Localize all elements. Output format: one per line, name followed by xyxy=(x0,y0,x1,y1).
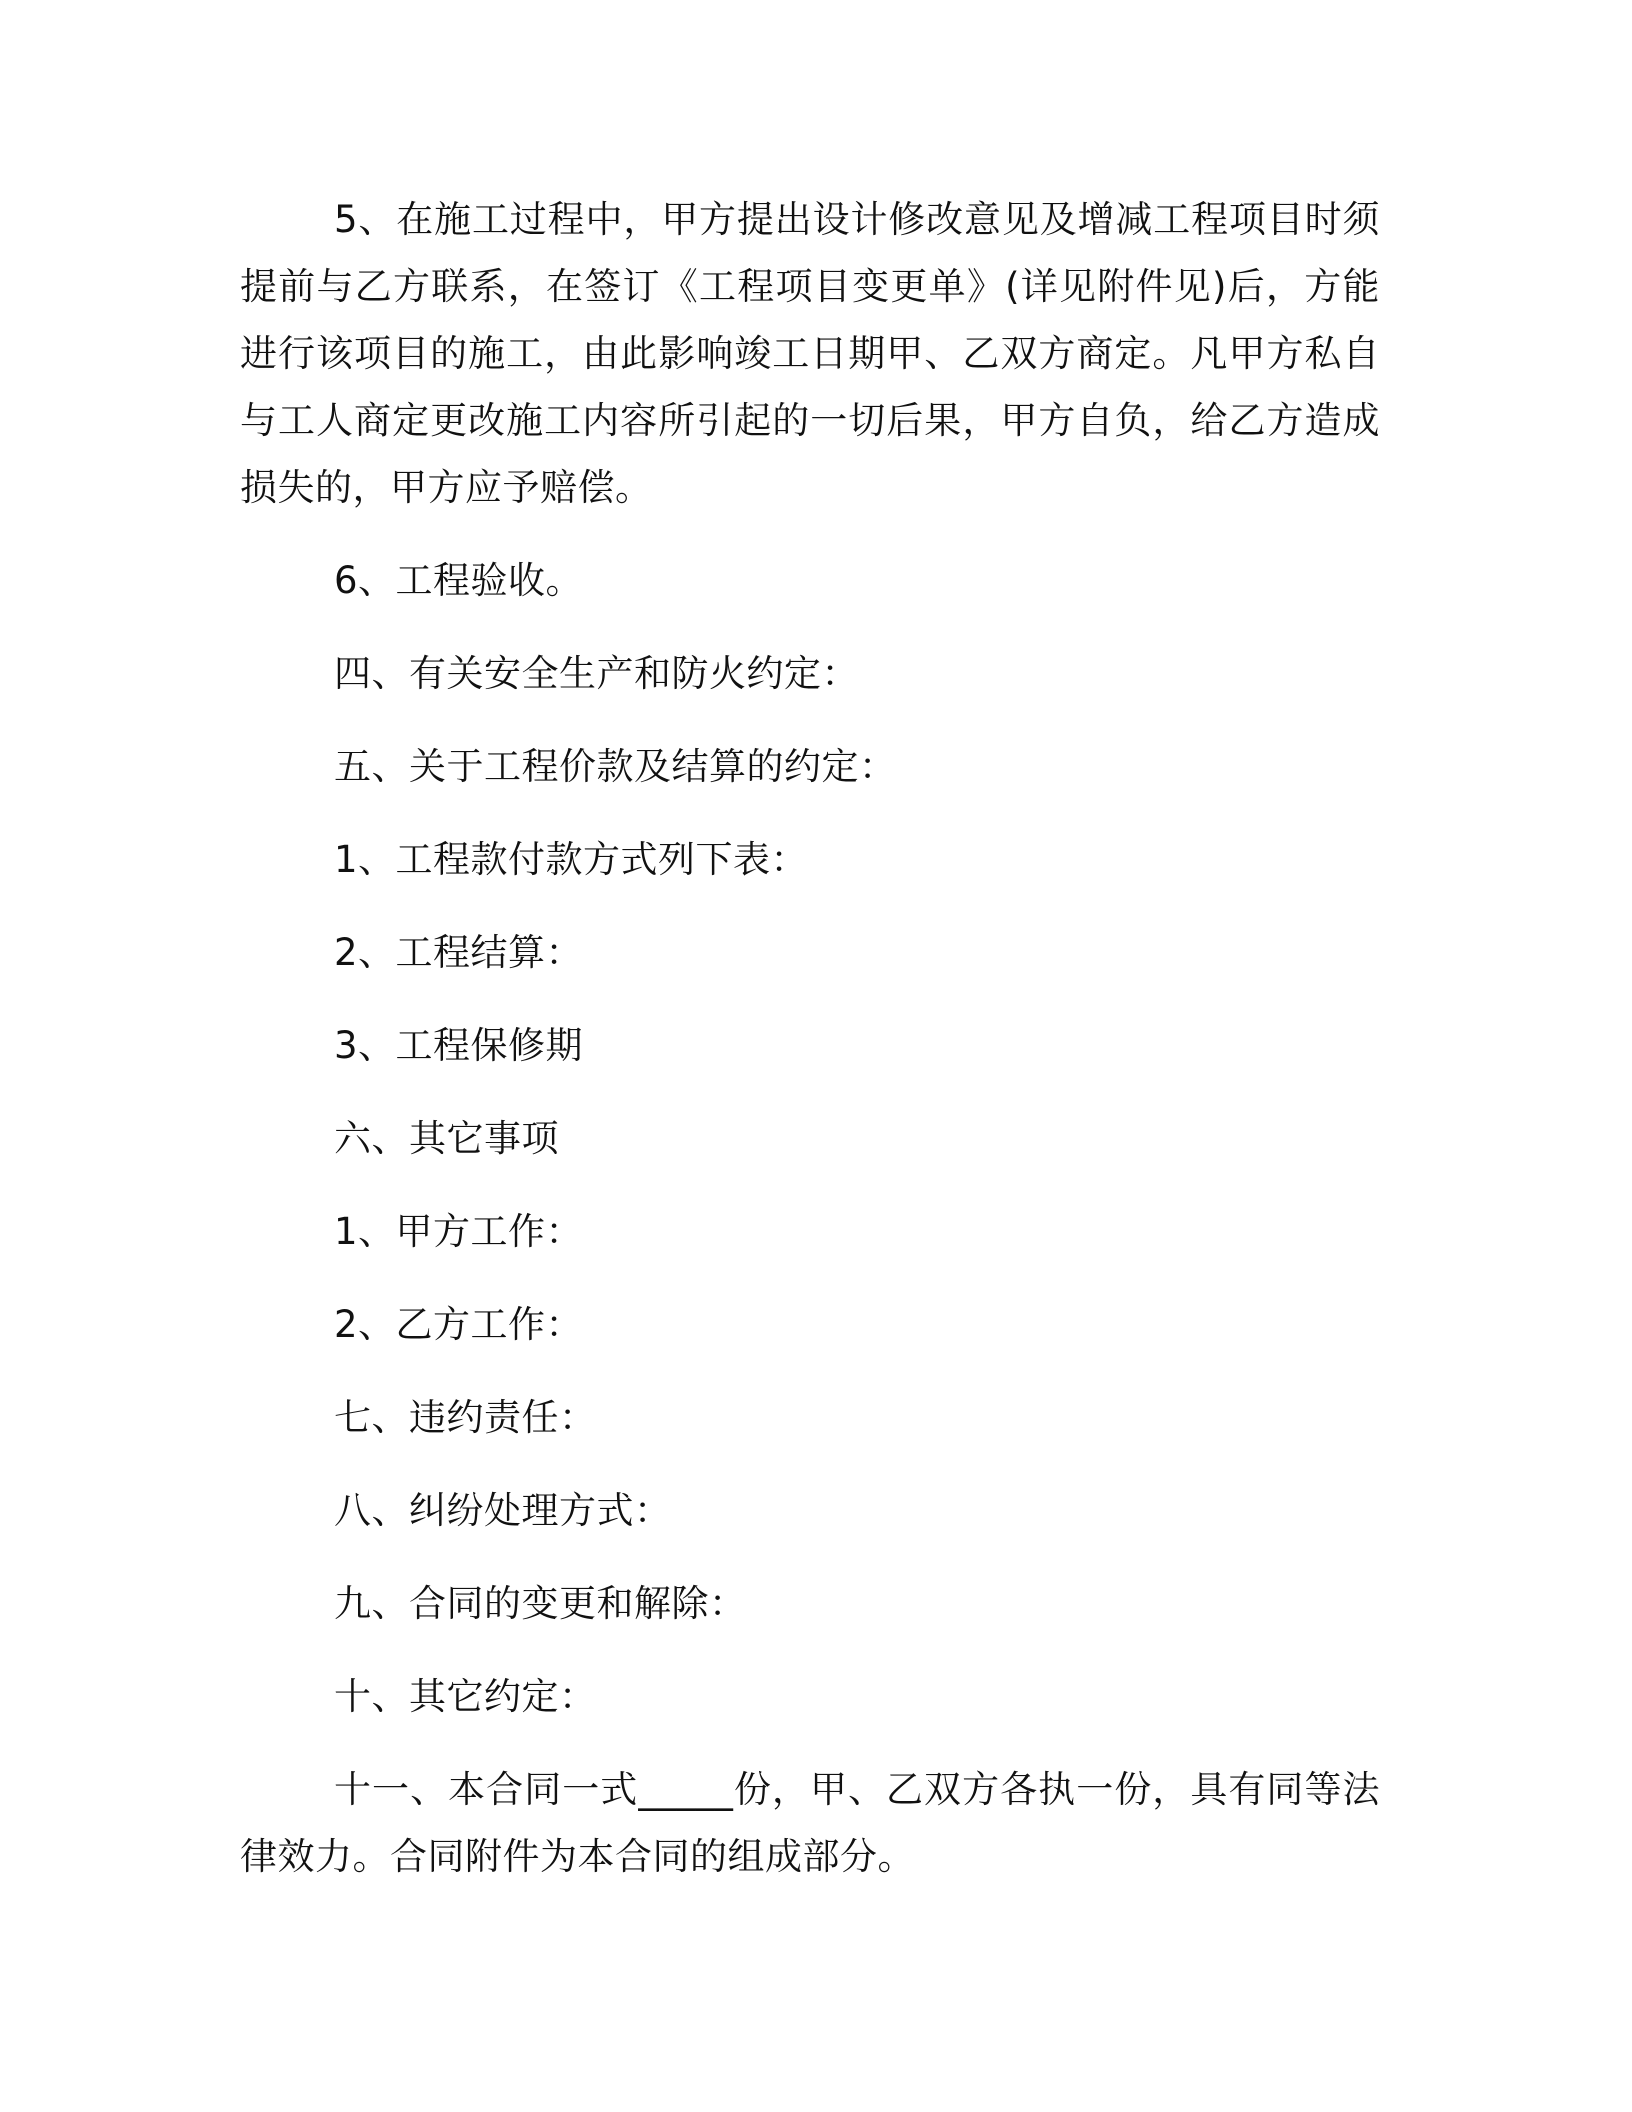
heading-price-settlement: 五、关于工程价款及结算的约定： xyxy=(334,745,897,788)
item-warranty-period: 3、工程保修期 xyxy=(334,1024,584,1067)
heading-contract-change: 九、合同的变更和解除： xyxy=(334,1582,747,1625)
heading-other-matters: 六、其它事项 xyxy=(334,1117,559,1160)
item-project-acceptance: 6、工程验收。 xyxy=(334,559,584,602)
paragraph-5: 5、在施工过程中，甲方提出设计修改意见及增减工程项目时须提前与乙方联系，在签订《工程项目变更单》(详见附件见)后，方能进行该项目的施工，由此影响竣工日期甲、乙双方商定。凡甲方私自与工人商定更改施工内容所引起的一切后果，甲方自负，给乙方造成损失的，甲方应予赔偿。 xyxy=(240,198,1380,509)
heading-other-agreements: 十、其它约定： xyxy=(334,1675,597,1718)
item-settlement: 2、工程结算： xyxy=(334,931,584,974)
item-party-b-work: 2、乙方工作： xyxy=(334,1303,584,1346)
item-party-a-work: 1、甲方工作： xyxy=(334,1210,584,1253)
item-payment-method: 1、工程款付款方式列下表： xyxy=(334,838,809,881)
heading-breach-liability: 七、违约责任： xyxy=(334,1396,597,1439)
heading-safety-fire: 四、有关安全生产和防火约定： xyxy=(334,652,859,695)
paragraph-11: 十一、本合同一式_____份，甲、乙双方各执一份，具有同等法律效力。合同附件为本合同的组成部分。 xyxy=(240,1768,1380,1878)
heading-dispute-resolution: 八、纠纷处理方式： xyxy=(334,1489,672,1532)
document-body xyxy=(240,186,1380,1890)
